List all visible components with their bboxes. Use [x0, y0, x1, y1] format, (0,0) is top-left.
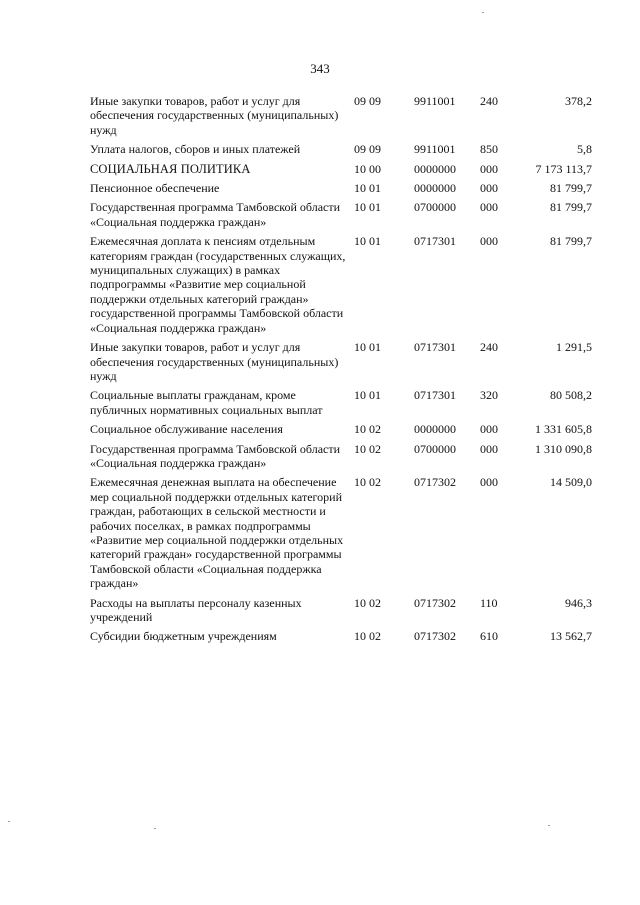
row-name: Государственная программа Тамбовской области «Социальная поддержка граждан» [90, 441, 341, 470]
row-section: 10 02 [354, 441, 381, 456]
row-sum: 13 562,7 [550, 629, 592, 644]
row-sum: 1 291,5 [556, 340, 592, 355]
row-sum: 14 509,0 [550, 475, 592, 490]
row-section: 10 02 [354, 475, 381, 490]
row-target: 0700000 [414, 441, 456, 456]
row-target: 0717301 [414, 388, 456, 403]
row-section: 10 01 [354, 340, 381, 355]
row-name: Субсидии бюджетным учреждениям [90, 629, 277, 644]
row-target: 0717302 [414, 475, 456, 490]
table-row [90, 162, 592, 181]
row-section: 10 01 [354, 234, 381, 249]
row-section: 09 09 [354, 142, 381, 157]
row-name: Пенсионное обеспечение [90, 181, 220, 196]
row-sum: 378,2 [565, 94, 592, 108]
budget-table [90, 94, 592, 649]
row-type: 320 [480, 388, 498, 403]
row-sum: 7 173 113,7 [535, 161, 592, 176]
row-target: 9911001 [414, 94, 456, 108]
row-section: 10 02 [354, 422, 381, 437]
table-row [90, 475, 592, 595]
row-target: 0717302 [414, 595, 456, 610]
row-type: 240 [480, 94, 498, 108]
row-name: Социальное обслуживание населения [90, 422, 283, 437]
row-sum: 81 799,7 [550, 181, 592, 196]
row-section: 10 01 [354, 388, 381, 403]
table-row [90, 181, 592, 200]
row-section: 10 02 [354, 629, 381, 644]
table-row [90, 422, 592, 441]
row-target: 0717301 [414, 234, 456, 249]
row-section: 10 01 [354, 200, 381, 215]
table-row [90, 442, 592, 476]
row-name: Иные закупки товаров, работ и услуг для обеспечения государственных (муниципальных) нужд [90, 94, 339, 137]
row-sum: 5,8 [577, 142, 592, 157]
row-target: 0700000 [414, 200, 456, 215]
row-type: 610 [480, 629, 498, 644]
table-row [90, 234, 592, 340]
row-section: 10 01 [354, 181, 381, 196]
scan-speck [482, 12, 484, 13]
row-section: 10 00 [354, 161, 381, 176]
row-type: 000 [480, 200, 498, 215]
row-name: Расходы на выплаты персоналу казенных учреждений [90, 595, 302, 624]
row-sum: 81 799,7 [550, 200, 592, 215]
row-type: 000 [480, 234, 498, 249]
row-section: 10 02 [354, 595, 381, 610]
row-sum: 81 799,7 [550, 234, 592, 249]
row-type: 110 [480, 595, 498, 610]
row-sum: 1 331 605,8 [535, 422, 592, 437]
scan-speck [8, 821, 10, 822]
row-type: 000 [480, 441, 498, 456]
table-row [90, 142, 592, 161]
row-name: Ежемесячная денежная выплата на обеспечение мер социальной поддержки отдельных категорий граждан, работающих в сельской местности и рабочих поселках, в рамках подпрограммы «Развитие мер социальной поддержки отдельных категорий граждан» государственной программы Тамбовской области «Социальная поддержка граждан» [90, 475, 344, 591]
row-type: 240 [480, 340, 498, 355]
scan-speck [154, 828, 156, 829]
row-name: Уплата налогов, сборов и иных платежей [90, 142, 301, 157]
table-row [90, 596, 592, 630]
table-row [90, 629, 592, 648]
row-type: 000 [480, 161, 498, 176]
row-type: 850 [480, 142, 498, 157]
table-row [90, 200, 592, 234]
row-sum: 80 508,2 [550, 388, 592, 403]
row-target: 0717302 [414, 629, 456, 644]
row-sum: 946,3 [565, 595, 592, 610]
row-sum: 1 310 090,8 [535, 441, 592, 456]
table-row [90, 340, 592, 388]
row-type: 000 [480, 422, 498, 437]
row-name: Государственная программа Тамбовской области «Социальная поддержка граждан» [90, 200, 341, 229]
table-row [90, 388, 592, 422]
scan-speck [548, 825, 550, 826]
row-target: 0000000 [414, 161, 456, 176]
row-name: Ежемесячная доплата к пенсиям отдельным категориям граждан (государственных служащих, муниципальных служащих) в рамках подпрограммы «Развитие мер социальной поддержки отдельных категорий граждан» государственной программы Тамбовской области «Социальная поддержка граждан» [90, 234, 346, 335]
row-section: 09 09 [354, 94, 381, 108]
row-name: Социальные выплаты гражданам, кроме публичных нормативных социальных выплат [90, 388, 323, 417]
table-row [90, 94, 592, 142]
row-name: Иные закупки товаров, работ и услуг для обеспечения государственных (муниципальных) нужд [90, 340, 339, 383]
row-name: СОЦИАЛЬНАЯ ПОЛИТИКА [90, 161, 251, 176]
row-target: 0717301 [414, 340, 456, 355]
row-type: 000 [480, 181, 498, 196]
row-target: 9911001 [414, 142, 456, 157]
row-type: 000 [480, 475, 498, 490]
row-target: 0000000 [414, 422, 456, 437]
page-number: 343 [310, 61, 330, 76]
row-target: 0000000 [414, 181, 456, 196]
